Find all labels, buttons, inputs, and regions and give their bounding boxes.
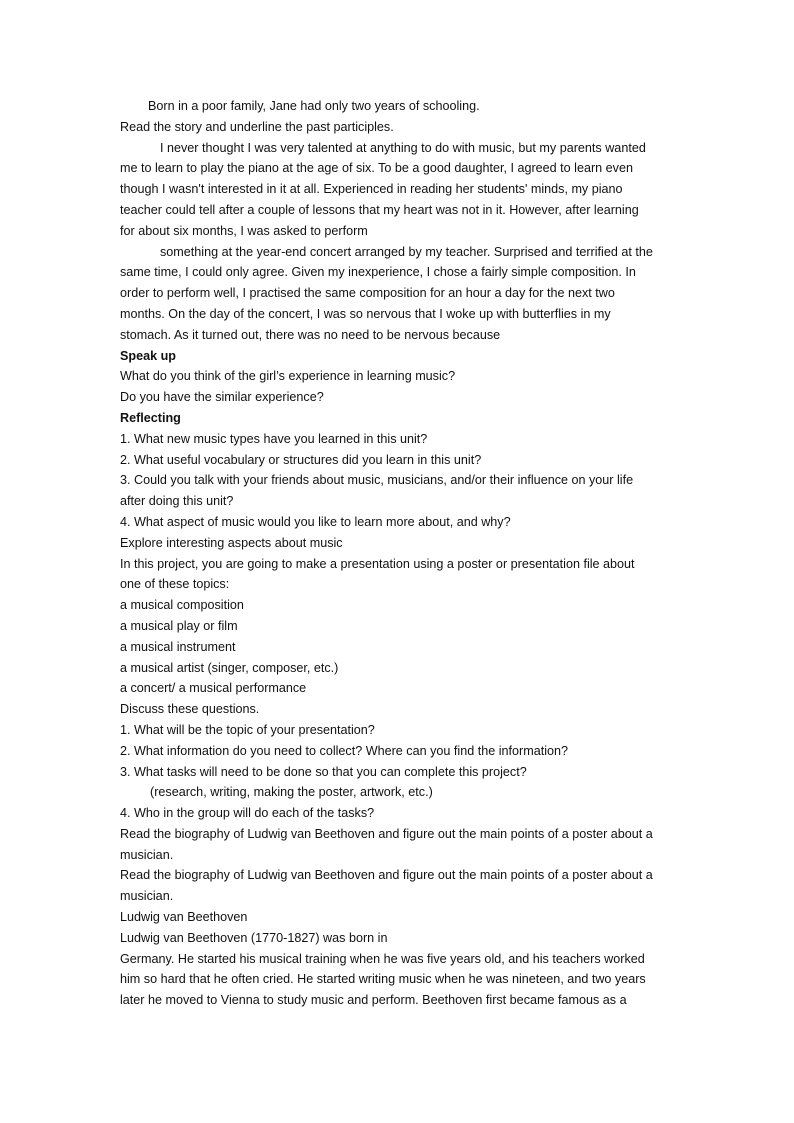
story-paragraph-line: for about six months, I was asked to perform xyxy=(120,223,368,238)
biography-line: Ludwig van Beethoven (1770-1827) was born in xyxy=(120,930,388,945)
section-heading-speak-up: Speak up xyxy=(120,348,176,363)
question-line: 4. What aspect of music would you like to learn more about, and why? xyxy=(120,514,511,529)
project-description: one of these topics: xyxy=(120,577,230,592)
biography-line: Germany. He started his musical training when he was five years old, and his teachers worked xyxy=(120,951,645,966)
question-line: 2. What information do you need to collect? Where can you find the information? xyxy=(120,743,569,758)
topic-item: a musical artist (singer, composer, etc.) xyxy=(120,660,339,675)
biography-line: later he moved to Vienna to study music and perform. Beethoven first became famous as a xyxy=(120,993,627,1008)
section-heading-reflecting: Reflecting xyxy=(120,410,181,425)
question-line: 1. What new music types have you learned in this unit? xyxy=(120,431,428,446)
story-paragraph-line: I never thought I was very talented at anything to do with music, but my parents wanted xyxy=(160,140,646,155)
story-paragraph-line: order to perform well, I practised the same composition for an hour a day for the next two xyxy=(120,286,615,301)
topic-item: a musical composition xyxy=(120,598,244,613)
story-paragraph-line: months. On the day of the concert, I was so nervous that I woke up with butterflies in my xyxy=(120,306,611,321)
biography-line: him so hard that he often cried. He started writing music when he was nineteen, and two years xyxy=(120,972,646,987)
intro-sentence: Born in a poor family, Jane had only two years of schooling. xyxy=(148,99,480,113)
question-line: 3. What tasks will need to be done so that you can complete this project? xyxy=(120,764,527,779)
topic-item: a musical instrument xyxy=(120,639,236,654)
question-line: 4. Who in the group will do each of the tasks? xyxy=(120,806,375,821)
story-paragraph-line: same time, I could only agree. Given my inexperience, I chose a fairly simple composition. In xyxy=(120,265,636,280)
story-paragraph-line: though I wasn't interested in it at all. Experienced in reading her students' minds, my piano xyxy=(120,182,623,197)
story-paragraph-line: me to learn to play the piano at the age of six. To be a good daughter, I agreed to learn even xyxy=(120,161,633,176)
document-page xyxy=(120,96,680,1011)
story-paragraph-line: teacher could tell after a couple of lessons that my heart was not in it. However, after learning xyxy=(120,202,639,217)
question-line: 3. Could you talk with your friends about music, musicians, and/or their influence on your life xyxy=(120,473,634,488)
question-line: 1. What will be the topic of your presentation? xyxy=(120,722,375,737)
topic-item: a musical play or film xyxy=(120,618,238,633)
question-line: What do you think of the girl’s experience in learning music? xyxy=(120,369,456,384)
topic-item: a concert/ a musical performance xyxy=(120,681,307,696)
project-description: In this project, you are going to make a presentation using a poster or presentation file about xyxy=(120,556,635,571)
reading-instruction: musician. xyxy=(120,847,174,862)
question-line: 2. What useful vocabulary or structures did you learn in this unit? xyxy=(120,452,482,467)
question-note: (research, writing, making the poster, artwork, etc.) xyxy=(150,785,433,800)
story-paragraph-line: stomach. As it turned out, there was no need to be nervous because xyxy=(120,327,501,342)
reading-instruction: Read the biography of Ludwig van Beethoven and figure out the main points of a poster about a xyxy=(120,826,653,841)
discussion-heading: Discuss these questions. xyxy=(120,702,260,717)
biography-title: Ludwig van Beethoven xyxy=(120,910,248,925)
question-line: after doing this unit? xyxy=(120,494,234,509)
project-title: Explore interesting aspects about music xyxy=(120,535,343,550)
reading-instruction: Read the biography of Ludwig van Beethoven and figure out the main points of a poster about a xyxy=(120,868,653,883)
question-line: Do you have the similar experience? xyxy=(120,390,324,405)
story-paragraph-line: something at the year-end concert arranged by my teacher. Surprised and terrified at the xyxy=(160,244,653,259)
instruction-line: Read the story and underline the past participles. xyxy=(120,119,394,134)
reading-instruction: musician. xyxy=(120,889,174,904)
